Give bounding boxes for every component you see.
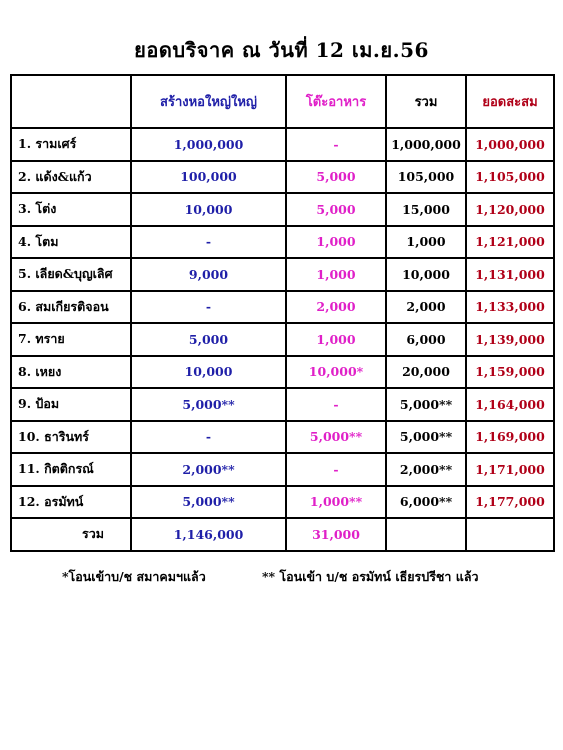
cell-cumulative: 1,171,000 [466, 453, 554, 486]
cell-name: 8. เหยง [11, 356, 131, 389]
header-total: รวม [386, 75, 466, 128]
cell-name: 6. สมเกียรติจอน [11, 291, 131, 324]
cell-total: 1,000 [386, 226, 466, 259]
table-header-row [11, 75, 554, 128]
cell-food: 5,000 [286, 161, 386, 194]
cell-cumulative: 1,105,000 [466, 161, 554, 194]
cell-cumulative: 1,169,000 [466, 421, 554, 454]
cell-hall: 10,000 [131, 193, 286, 226]
sum-cumulative [466, 518, 554, 551]
table-row [11, 323, 554, 356]
cell-name: 7. ทราย [11, 323, 131, 356]
cell-food: 1,000** [286, 486, 386, 519]
cell-hall: 5,000** [131, 388, 286, 421]
cell-total: 2,000** [386, 453, 466, 486]
cell-food: 1,000 [286, 323, 386, 356]
sum-label: รวม [11, 518, 131, 551]
cell-cumulative: 1,139,000 [466, 323, 554, 356]
footnote-2: ** โอนเข้า บ/ช อรมัทน์ เธียรปรีชา แล้ว [262, 569, 479, 584]
cell-food: 1,000 [286, 258, 386, 291]
cell-food: - [286, 128, 386, 161]
cell-hall: 10,000 [131, 356, 286, 389]
sum-row [11, 518, 554, 551]
cell-name: 3. โต่ง [11, 193, 131, 226]
header-food-table: โต๊ะอาหาร [286, 75, 386, 128]
table-row [11, 453, 554, 486]
table-row [11, 291, 554, 324]
header-name [11, 75, 131, 128]
cell-cumulative: 1,000,000 [466, 128, 554, 161]
cell-cumulative: 1,159,000 [466, 356, 554, 389]
cell-total: 5,000** [386, 388, 466, 421]
table-row [11, 226, 554, 259]
cell-total: 6,000** [386, 486, 466, 519]
cell-hall: 2,000** [131, 453, 286, 486]
page-title: ยอดบริจาค ณ วันที่ 12 เม.ย.56 [134, 38, 429, 62]
cell-hall: 5,000 [131, 323, 286, 356]
cell-food: 5,000** [286, 421, 386, 454]
cell-name: 9. ป้อม [11, 388, 131, 421]
cell-cumulative: 1,120,000 [466, 193, 554, 226]
table-row [11, 388, 554, 421]
cell-total: 5,000** [386, 421, 466, 454]
table-row [11, 161, 554, 194]
cell-cumulative: 1,121,000 [466, 226, 554, 259]
table-row [11, 486, 554, 519]
cell-food: - [286, 453, 386, 486]
cell-food: 10,000* [286, 356, 386, 389]
cell-name: 5. เลียด&บุญเลิศ [11, 258, 131, 291]
cell-name: 10. ธารินทร์ [11, 421, 131, 454]
cell-total: 2,000 [386, 291, 466, 324]
sum-food: 31,000 [286, 518, 386, 551]
cell-food: 5,000 [286, 193, 386, 226]
cell-hall: - [131, 291, 286, 324]
table-row [11, 356, 554, 389]
cell-hall: 1,000,000 [131, 128, 286, 161]
cell-food: 2,000 [286, 291, 386, 324]
cell-hall: 9,000 [131, 258, 286, 291]
cell-cumulative: 1,133,000 [466, 291, 554, 324]
cell-food: - [286, 388, 386, 421]
cell-cumulative: 1,131,000 [466, 258, 554, 291]
cell-hall: 100,000 [131, 161, 286, 194]
table-row [11, 258, 554, 291]
donation-table [10, 74, 555, 552]
header-hall: สร้างหอใหญ่ใหญ่ [131, 75, 286, 128]
cell-name: 11. กิตติกรณ์ [11, 453, 131, 486]
table-row [11, 128, 554, 161]
cell-cumulative: 1,177,000 [466, 486, 554, 519]
cell-total: 20,000 [386, 356, 466, 389]
cell-total: 6,000 [386, 323, 466, 356]
cell-hall: - [131, 421, 286, 454]
cell-total: 10,000 [386, 258, 466, 291]
footnote-1: *โอนเข้าบ/ช สมาคมฯแล้ว [62, 569, 206, 584]
table-row [11, 193, 554, 226]
sum-hall: 1,146,000 [131, 518, 286, 551]
table-row [11, 421, 554, 454]
cell-name: 12. อรมัทน์ [11, 486, 131, 519]
cell-name: 1. รามเศร์ [11, 128, 131, 161]
header-cumulative: ยอดสะสม [466, 75, 554, 128]
cell-total: 1,000,000 [386, 128, 466, 161]
cell-hall: 5,000** [131, 486, 286, 519]
cell-name: 4. โตม [11, 226, 131, 259]
cell-total: 105,000 [386, 161, 466, 194]
cell-food: 1,000 [286, 226, 386, 259]
cell-name: 2. แด้ง&แก้ว [11, 161, 131, 194]
cell-cumulative: 1,164,000 [466, 388, 554, 421]
cell-hall: - [131, 226, 286, 259]
sum-total [386, 518, 466, 551]
cell-total: 15,000 [386, 193, 466, 226]
